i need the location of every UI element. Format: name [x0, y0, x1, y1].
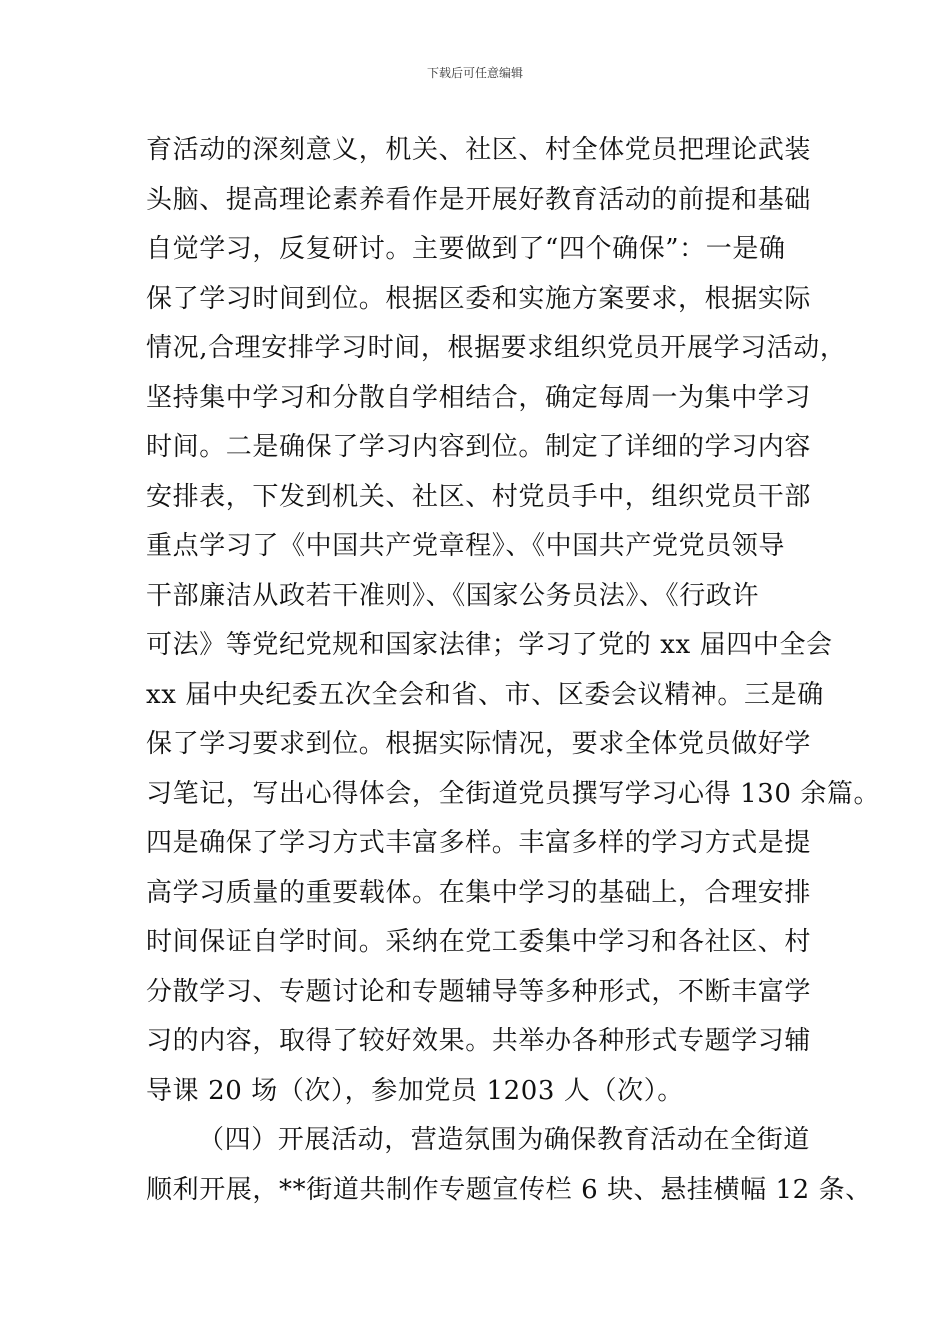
page-header-note: 下载后可任意编辑 — [426, 66, 523, 80]
text-line: 安排表，下发到机关、社区、村党员手中，组织党员干部 — [146, 481, 812, 512]
text-line: 坚持集中学习和分散自学相结合，确定每周一为集中学习 — [146, 382, 812, 413]
text-line: 可法》等党纪党规和国家法律；学习了党的 xx 届四中全会 — [146, 630, 833, 660]
text-line: 保了学习要求到位。根据实际情况，要求全体党员做好学 — [146, 729, 812, 759]
text-line: 干部廉洁从政若干准则》、《国家公务员法》、《行政许 — [146, 580, 760, 611]
text-line: 四是确保了学习方式丰富多样。丰富多样的学习方式是提 — [146, 828, 812, 858]
text-line: 情况,合理安排学习时间，根据要求组织党员开展学习活动， — [146, 333, 847, 363]
text-line: 顺利开展，**街道共制作专题宣传栏 6 块、悬挂横幅 12 条、 — [146, 1174, 872, 1205]
section-heading-line: （四）开展活动，营造氛围为确保教育活动在全街道 — [198, 1125, 810, 1155]
text-line: 重点学习了《中国共产党章程》、《中国共产党党员领导 — [146, 531, 786, 561]
text-line: xx 届中央纪委五次全会和省、市、区委会议精神。三是确 — [146, 679, 824, 710]
text-line: 保了学习时间到位。根据区委和实施方案要求，根据实际 — [146, 283, 812, 314]
text-line: 育活动的深刻意义，机关、社区、村全体党员把理论武装 — [146, 135, 812, 165]
text-line: 高学习质量的重要载体。在集中学习的基础上，合理安排 — [146, 877, 812, 908]
document-body — [146, 126, 881, 1215]
text-line: 自觉学习，反复研讨。主要做到了“四个确保”：一是确 — [146, 234, 786, 264]
text-line: 习笔记，写出心得体会，全街道党员撰写学习心得 130 余篇。 — [146, 778, 881, 809]
text-line: 导课 20 场（次），参加党员 1203 人（次）。 — [146, 1075, 684, 1106]
text-line: 时间。二是确保了学习内容到位。制定了详细的学习内容 — [146, 432, 812, 462]
text-line: 习的内容，取得了较好效果。共举办各种形式专题学习辅 — [146, 1026, 812, 1056]
text-line: 时间保证自学时间。采纳在党工委集中学习和各社区、村 — [146, 927, 812, 957]
text-line: 头脑、提高理论素养看作是开展好教育活动的前提和基础 — [146, 184, 812, 215]
text-line: 分散学习、专题讨论和专题辅导等多种形式，不断丰富学 — [146, 976, 812, 1007]
